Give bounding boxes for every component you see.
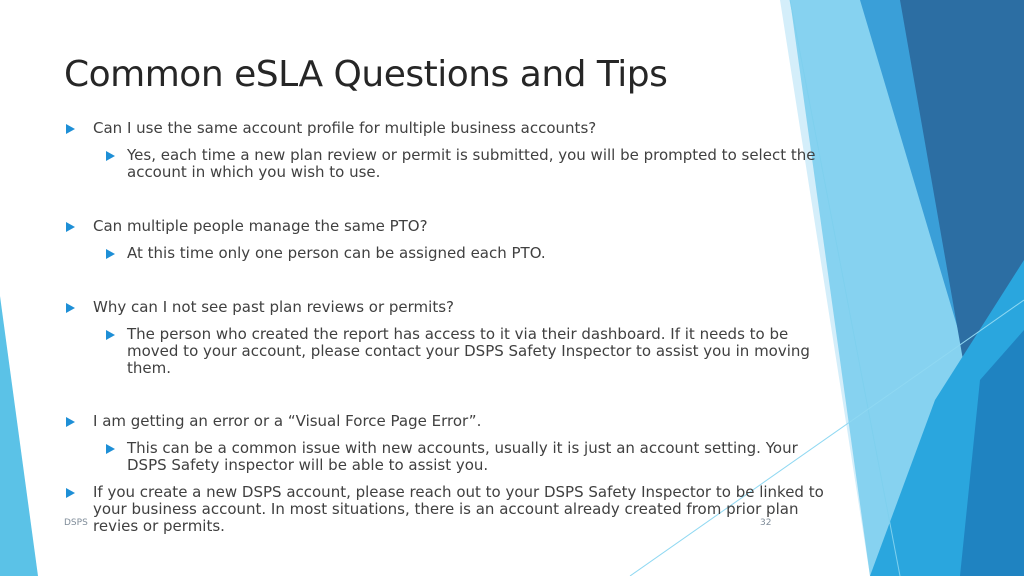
bullet-level2: The person who created the report has access to it via their dashboard. If it needs to be moved to your account, please contact your DSPS Safety Inspector to assist you in moving them. [127, 325, 810, 377]
bullet-level1: Why can I not see past plan reviews or permits? [93, 298, 454, 316]
triangle-right-icon [66, 303, 75, 313]
triangle-right-icon [66, 488, 75, 498]
bullet-level1: Can multiple people manage the same PTO? [93, 217, 428, 235]
triangle-right-icon [66, 222, 75, 232]
bullet-level1: If you create a new DSPS account, please reach out to your DSPS Safety Inspector to be linked to your business account. In most situations, there is an account already created from prior plan revies or permits. [93, 483, 824, 535]
bullet-level2: Yes, each time a new plan review or permit is submitted, you will be prompted to select the account in which you wish to use. [127, 146, 816, 181]
triangle-right-icon [106, 444, 115, 454]
footer-label: DSPS [64, 518, 88, 528]
slide-title: Common eSLA Questions and Tips [64, 54, 668, 95]
bullet-level1: Can I use the same account profile for multiple business accounts? [93, 119, 597, 137]
bullet-level2: At this time only one person can be assigned each PTO. [127, 244, 546, 262]
bullet-level1: I am getting an error or a “Visual Force Page Error”. [93, 412, 482, 430]
triangle-right-icon [106, 330, 115, 340]
page-number: 32 [760, 518, 772, 528]
left-accent-shape [0, 296, 38, 576]
triangle-right-icon [66, 417, 75, 427]
triangle-right-icon [106, 249, 115, 259]
triangle-right-icon [66, 124, 75, 134]
triangle-right-icon [106, 151, 115, 161]
bullet-level2: This can be a common issue with new accounts, usually it is just an account setting. Your DSPS Safety inspector will be able to assist you. [127, 439, 798, 474]
